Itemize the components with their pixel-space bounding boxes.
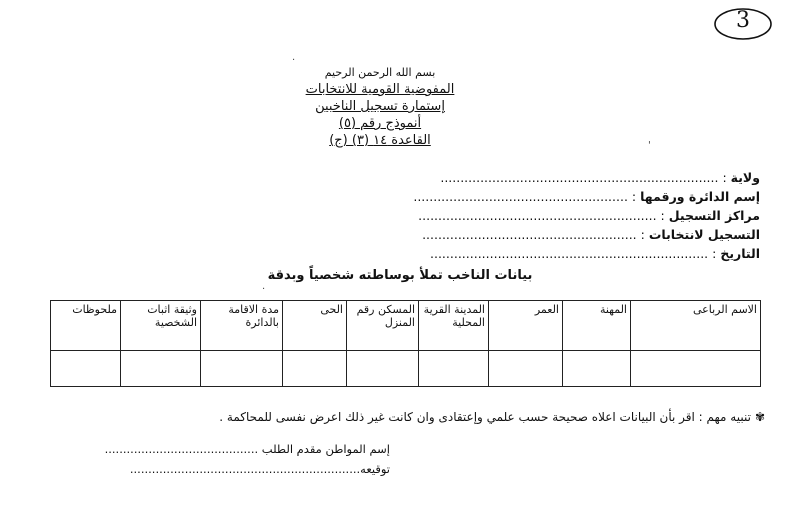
warning-note — [180, 410, 765, 424]
cell-age[interactable] — [489, 351, 563, 387]
field-date[interactable] — [420, 244, 760, 263]
col-district: الحى — [283, 301, 347, 351]
cell-occupation[interactable] — [563, 351, 631, 387]
field-state[interactable] — [420, 168, 760, 187]
col-notes: ملحوظات — [51, 301, 121, 351]
field-dots: : ...................................................................... — [430, 246, 721, 261]
applicant-name-line[interactable]: إسم المواطن مقدم الطلب .......................................... — [104, 442, 390, 456]
col-id-document: وثيقة اثبات الشخصية — [121, 301, 201, 351]
cell-city[interactable] — [419, 351, 489, 387]
field-label: التسجيل لانتخابات — [648, 227, 760, 242]
cell-full-name[interactable] — [631, 351, 761, 387]
field-dots: : ...................................................... — [422, 227, 649, 242]
cell-notes[interactable] — [51, 351, 121, 387]
field-dots: : ............................................................ — [418, 208, 669, 223]
rule-reference: القاعدة ١٤ (٣) (ج) — [329, 133, 431, 148]
cell-residence-duration[interactable] — [201, 351, 283, 387]
registration-fields — [413, 168, 760, 263]
col-age: العمر — [489, 301, 563, 351]
cell-id-document[interactable] — [121, 351, 201, 387]
data-note: بيانات الناخب تملأ بوساطته شخصياً وبدقة — [267, 268, 533, 283]
col-full-name: الاسم الرباعى — [631, 301, 761, 351]
flower-icon: ✾ — [754, 410, 765, 424]
scan-speck: · — [292, 55, 296, 66]
field-election[interactable] — [420, 225, 760, 244]
table-row — [51, 351, 761, 387]
col-city: المدينة القرية المحلية — [419, 301, 489, 351]
col-occupation: المهنة — [563, 301, 631, 351]
page-number-text: 3 — [736, 8, 750, 33]
field-label: ولاية — [730, 170, 760, 185]
form-header — [250, 64, 510, 149]
col-residence: المسكن رقم المنزل — [347, 301, 419, 351]
field-label: إسم الدائرة ورقمها — [640, 189, 760, 204]
basmala: بسم الله الرحمن الرحيم — [324, 66, 436, 79]
form-title: إستمارة تسجيل الناخبين — [315, 99, 445, 114]
signature-line[interactable]: توقيعه............................................................... — [129, 462, 390, 476]
field-dots: : ...................................................................... — [440, 170, 731, 185]
field-label: التاريخ — [720, 246, 760, 261]
commission-name: المفوضية القومية للانتخابات — [305, 82, 455, 97]
voter-data-table — [50, 300, 761, 387]
table-header-row — [51, 301, 761, 351]
page-number — [712, 6, 774, 42]
field-constituency[interactable] — [413, 187, 760, 206]
scan-speck: · — [262, 284, 266, 295]
col-residence-duration: مدة الاقامة بالدائرة — [201, 301, 283, 351]
cell-district[interactable] — [283, 351, 347, 387]
field-registration-centers[interactable] — [420, 206, 760, 225]
cell-residence[interactable] — [347, 351, 419, 387]
field-dots: : ...................................................... — [413, 189, 641, 204]
scan-speck: ' — [648, 140, 651, 151]
form-number: أنموذج رقم (٥) — [338, 116, 422, 131]
warning-text: تنبيه مهم : اقر بأن البيانات اعلاه صحيحة حسب علمي وإعتقادى وان كانت غير ذلك اعرض نفسى للمحاكمة . — [219, 410, 751, 424]
field-label: مراكز التسجيل — [668, 208, 760, 223]
